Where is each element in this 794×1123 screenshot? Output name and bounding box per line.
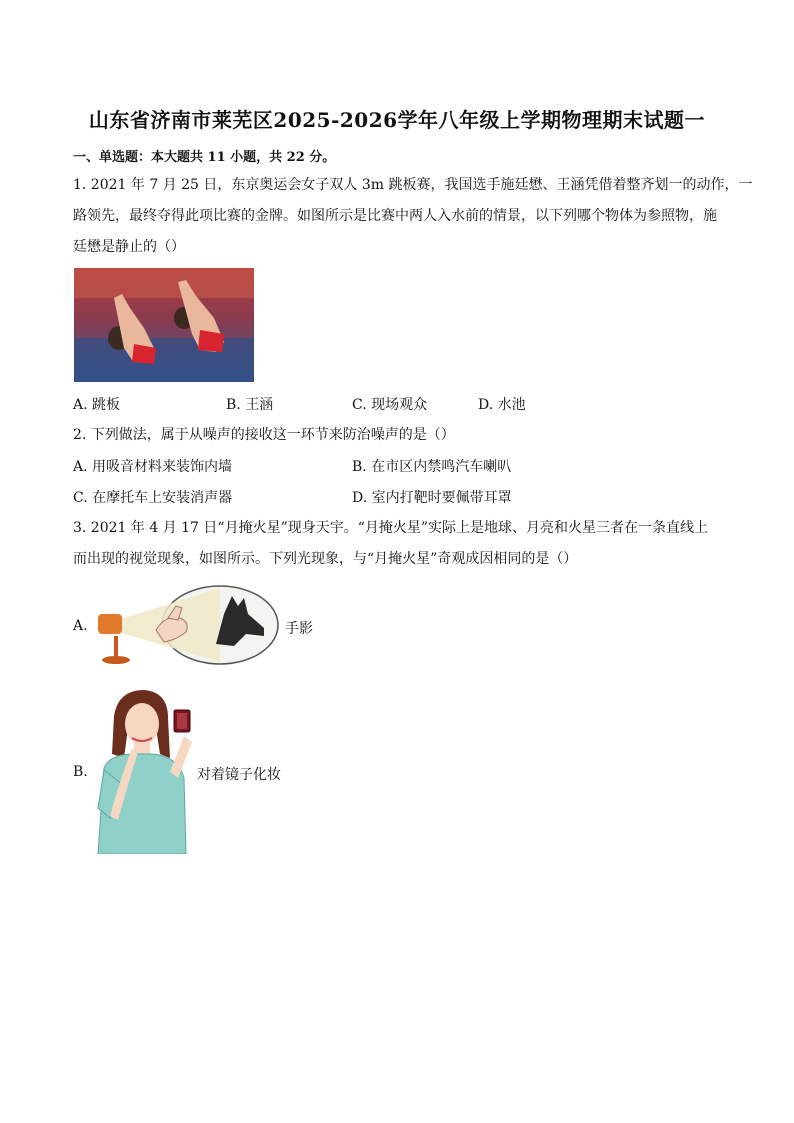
q1-line-3: 廷懋是静止的（） [73,239,185,255]
q2-option-a[interactable]: A. 用吸音材料来装饰内墙 [73,459,233,475]
q2-line-1: 2. 下列做法，属于从噪声的接收这一环节来防治噪声的是（） [73,427,455,443]
q2-option-c[interactable]: C. 在摩托车上安装消声器 [73,490,233,506]
hand-shadow-image [96,584,280,666]
q1-option-c[interactable]: C. 现场观众 [352,397,428,413]
q3-line-1: 3. 2021 年 4 月 17 日“月掩火星”现身天宇。“月掩火星”实际上是地球、月亮和火星三者在一条直线上 [73,520,709,536]
q1-line-1: 1. 2021 年 7 月 25 日，东京奥运会女子双人 3m 跳板赛，我国选手施廷懋、王涵凭借着整齐划一的动作，一 [73,177,753,193]
exam-title: 山东省济南市莱芜区2025-2026学年八年级上学期物理期末试题一 [88,108,706,132]
q1-option-a[interactable]: A. 跳板 [73,397,121,413]
q1-option-b[interactable]: B. 王涵 [226,397,274,413]
q3-option-a-label[interactable]: A. [73,618,88,634]
q1-line-2: 路领先，最终夺得此项比赛的金牌。如图所示是比赛中两人入水前的情景，以下列哪个物体为参照物，施 [73,208,717,224]
q3-option-b-caption: 对着镜子化妆 [197,767,281,783]
q3-option-b-label[interactable]: B. [73,764,88,780]
q1-option-d[interactable]: D. 水池 [478,397,526,413]
mirror-makeup-image [94,688,198,854]
section-heading: 一、单选题：本大题共 11 小题，共 22 分。 [73,150,336,165]
q3-option-a-caption: 手影 [285,621,313,637]
q3-line-2: 而出现的视觉现象，如图所示。下列光现象，与“月掩火星”奇观成因相同的是（） [73,551,578,567]
diving-photo [74,268,254,382]
q2-option-d[interactable]: D. 室内打靶时要佩带耳罩 [352,490,512,506]
q2-option-b[interactable]: B. 在市区内禁鸣汽车喇叭 [352,459,512,475]
